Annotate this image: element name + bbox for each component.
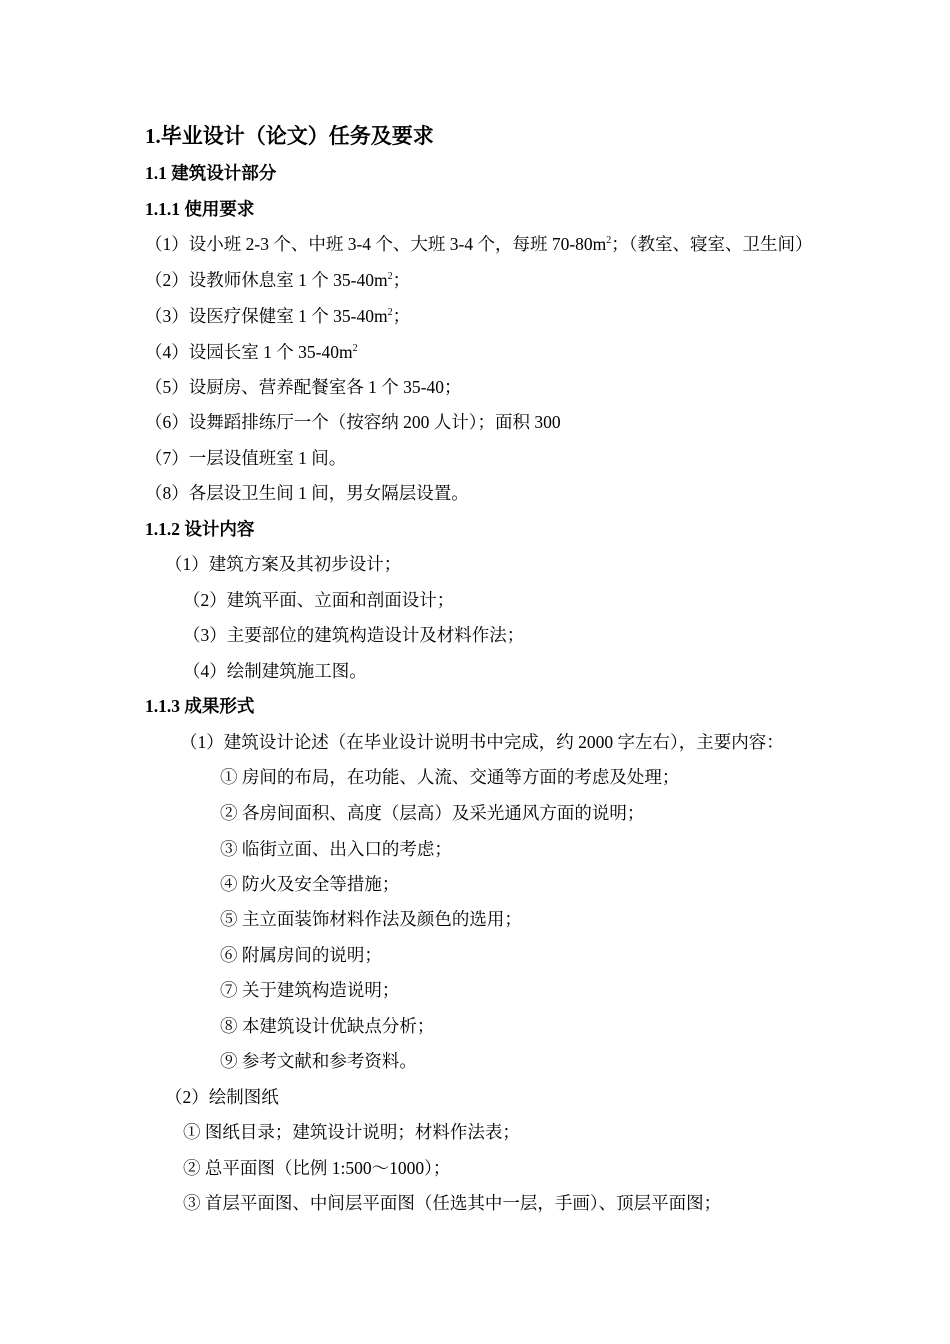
result-item-2: ② 各房间面积、高度（层高）及采光通风方面的说明；	[220, 803, 645, 823]
section-heading-1-1-3: 1.1.3 成果形式	[145, 696, 255, 716]
result-item-4: ④ 防火及安全等措施；	[220, 874, 400, 894]
drawings-item-3: ③ 首层平面图、中间层平面图（任选其中一层，手画）、顶层平面图；	[183, 1193, 722, 1213]
result-item-8: ⑧ 本建筑设计优缺点分析；	[220, 1016, 435, 1036]
design-content-item-2: （2）建筑平面、立面和剖面设计；	[183, 590, 455, 610]
result-intro: （1）建筑设计论述（在毕业设计说明书中完成，约 2000 字左右），主要内容：	[180, 732, 784, 752]
result-item-7: ⑦ 关于建筑构造说明；	[220, 980, 400, 1000]
design-content-item-3: （3）主要部位的建筑构造设计及材料作法；	[183, 625, 525, 645]
document-title: 1.毕业设计（论文）任务及要求	[145, 124, 434, 148]
section-heading-1-1: 1.1 建筑设计部分	[145, 163, 277, 183]
usage-item-4: （4）设园长室 1 个 $35-40m^2$	[145, 342, 358, 362]
section-heading-1-1-2: 1.1.2 设计内容	[145, 519, 255, 539]
section-heading-1-1-1: 1.1.1 使用要求	[145, 199, 255, 219]
design-content-item-4: （4）绘制建筑施工图。	[183, 661, 367, 681]
drawings-item-1: ① 图纸目录；建筑设计说明；材料作法表；	[183, 1122, 520, 1142]
usage-item-1: （1）设小班 2-3 个、中班 3-4 个、大班 3-4 个，每班 $70-80m^2$；（教室、寝室、卫生间）	[145, 234, 813, 254]
usage-item-5: （5）设厨房、营养配餐室各 1 个 35-40；	[145, 377, 462, 397]
result-item-5: ⑤ 主立面装饰材料作法及颜色的选用；	[220, 909, 522, 929]
usage-item-2: （2）设教师休息室 1 个 $35-40m^2$；	[145, 270, 411, 290]
usage-item-3: （3）设医疗保健室 1 个 $35-40m^2$；	[145, 306, 411, 326]
usage-item-7: （7）一层设值班室 1 间。	[145, 448, 347, 468]
result-item-3: ③ 临街立面、出入口的考虑；	[220, 839, 452, 859]
drawings-item-2: ② 总平面图（比例 1:500～1000）；	[183, 1158, 451, 1178]
drawings-intro: （2）绘制图纸	[165, 1087, 279, 1107]
design-content-item-1: （1）建筑方案及其初步设计；	[165, 554, 402, 574]
result-item-9: ⑨ 参考文献和参考资料。	[220, 1051, 417, 1071]
usage-item-8: （8）各层设卫生间 1 间，男女隔层设置。	[145, 483, 469, 503]
result-item-6: ⑥ 附属房间的说明；	[220, 945, 382, 965]
usage-item-6: （6）设舞蹈排练厅一个（按容纳 200 人计）；面积 300	[145, 412, 561, 432]
result-item-1: ① 房间的布局，在功能、人流、交通等方面的考虑及处理；	[220, 767, 680, 787]
